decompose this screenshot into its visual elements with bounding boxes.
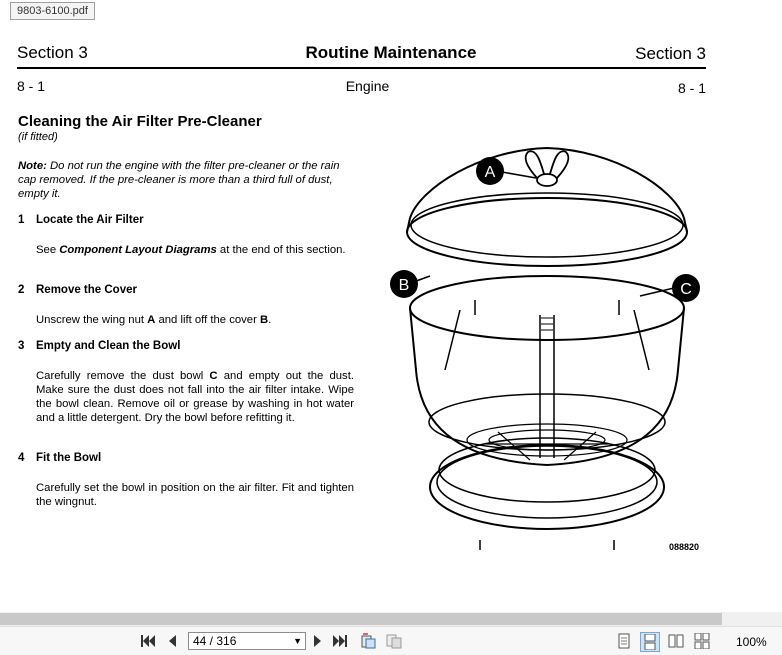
step-1-text: See Component Layout Diagrams at the end of this section.: [36, 244, 346, 256]
prev-page-icon[interactable]: [164, 633, 180, 649]
thumbnails-icon[interactable]: [386, 633, 402, 649]
scrollbar-thumb[interactable]: [0, 613, 722, 625]
svg-text:B: B: [398, 277, 410, 294]
continuous-page-icon[interactable]: [640, 632, 660, 652]
note-label: Note:: [18, 160, 47, 172]
step-4-text: Carefully set the bowl in position on the air filter. Fit and tighten the wingnut.: [36, 482, 354, 508]
chevron-down-icon[interactable]: ▼: [293, 636, 302, 646]
page-number-value: 44 / 316: [193, 634, 237, 648]
note-text: Do not run the engine with the filter pre-cleaner or the rain cap removed. If the pre-cleaner is more than a third full of dust, empty it.: [18, 160, 340, 200]
step-2-heading: 2 Remove the Cover: [18, 284, 137, 296]
last-page-icon[interactable]: [332, 633, 348, 649]
horizontal-scrollbar[interactable]: [0, 612, 782, 626]
air-filter-illustration: [380, 140, 725, 550]
svg-text:A: A: [484, 164, 496, 181]
header-section-right: Section 3: [635, 44, 706, 63]
next-page-icon[interactable]: [310, 633, 326, 649]
page-subtitle: Engine: [345, 78, 390, 94]
page-number-field[interactable]: [188, 632, 306, 650]
page-number-right: 8 - 1: [677, 80, 706, 96]
section-heading: Cleaning the Air Filter Pre-Cleaner: [18, 113, 262, 130]
continuous-facing-icon[interactable]: [694, 633, 710, 649]
callout-a: [476, 157, 504, 185]
step-4-heading: 4 Fit the Bowl: [18, 452, 102, 464]
page-number-left: 8 - 1: [17, 78, 46, 94]
callout-b: [390, 270, 418, 298]
wing-nut: [526, 151, 569, 186]
page-title: Routine Maintenance: [305, 43, 477, 62]
callout-c: [672, 274, 700, 302]
figure-number: 088820: [669, 542, 700, 552]
viewer-toolbar: [0, 626, 782, 655]
fitted-note: (if fitted): [18, 131, 58, 143]
facing-page-icon[interactable]: [668, 633, 684, 649]
single-page-icon[interactable]: [616, 633, 632, 649]
header-section-left: Section 3: [17, 43, 88, 62]
zoom-level[interactable]: 100%: [736, 635, 767, 649]
step-1-heading: 1 Locate the Air Filter: [18, 214, 144, 226]
first-page-icon[interactable]: [140, 633, 156, 649]
step-3-heading: 3 Empty and Clean the Bowl: [18, 340, 181, 352]
file-tab[interactable]: 9803-6100.pdf: [10, 2, 95, 20]
rotate-icon[interactable]: [360, 633, 376, 649]
step-3-text: Carefully remove the dust bowl C and empty out the dust. Make sure the dust does not fall into the air filter intake. Wipe the bowl clean. Remove oil or grease by washing in hot water and a little detergent. Dry the bowl before refitting it.: [36, 370, 354, 424]
svg-text:C: C: [680, 281, 692, 298]
header-rule: [17, 67, 706, 69]
step-2-text: Unscrew the wing nut A and lift off the cover B.: [36, 314, 272, 326]
note-paragraph: [18, 159, 358, 201]
